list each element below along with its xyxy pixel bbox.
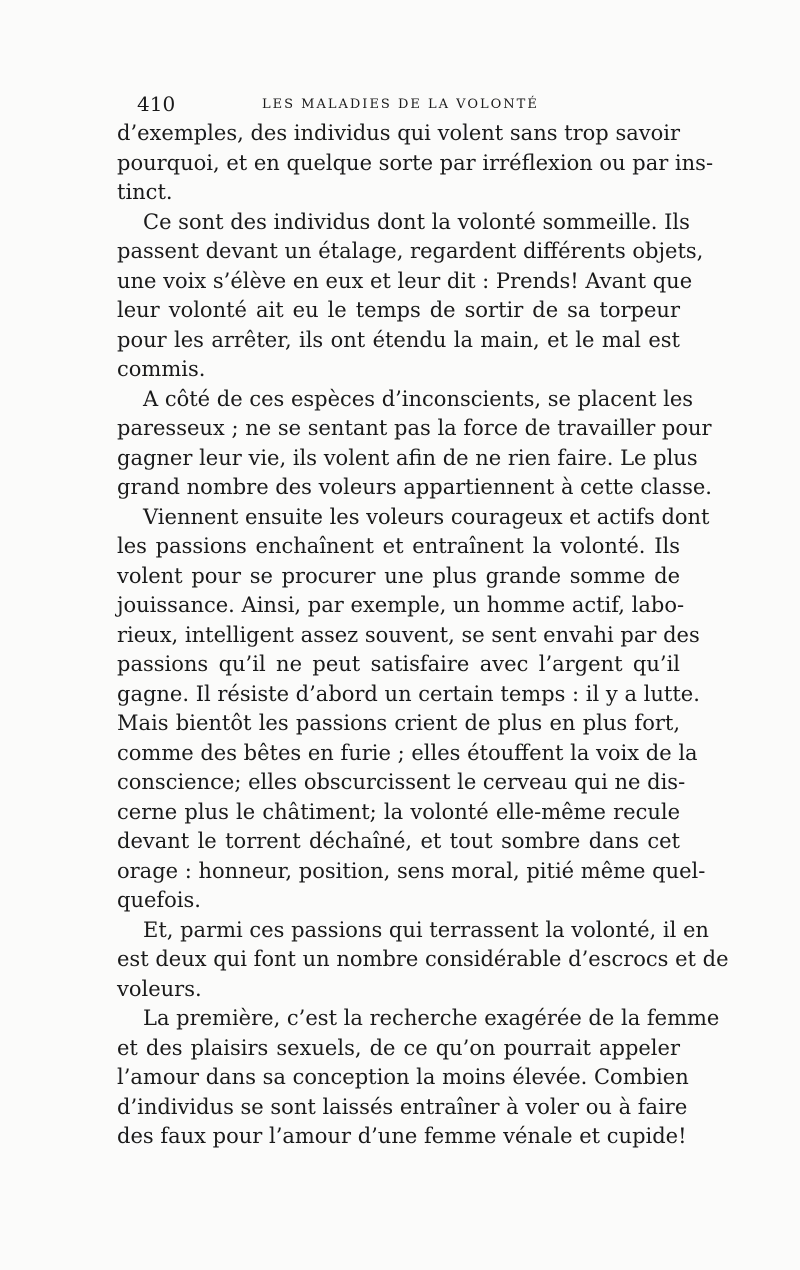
text-line: gagner leur vie, ils volent afin de ne rien faire. Le plus: [117, 445, 698, 470]
text-line: pourquoi, et en quelque sorte par irréflexion ou par ins-: [117, 150, 714, 175]
text-line: grand nombre des voleurs appartiennent à cette classe.: [117, 475, 712, 499]
text-line: les passions enchaînent et entraînent la volonté. Ils: [117, 534, 680, 558]
text-line: et des plaisirs sexuels, de ce qu’on pourrait appeler: [117, 1035, 680, 1060]
text-line: une voix s’élève en eux et leur dit : Prends! Avant que: [117, 268, 693, 293]
text-line: Viennent ensuite les voleurs courageux et actifs dont: [143, 504, 710, 529]
text-line: orage : honneur, position, sens moral, pitié même quel-: [117, 858, 706, 883]
text-line: tinct.: [117, 180, 173, 204]
body-text: [117, 119, 729, 1152]
text-line: conscience; elles obscurcissent le cerveau qui ne dis-: [117, 770, 686, 794]
text-line: paresseux ; ne se sentant pas la force de travailler pour: [117, 416, 712, 440]
text-line: pour les arrêter, ils ont étendu la main, et le mal est: [117, 327, 680, 352]
text-line: Mais bientôt les passions crient de plus en plus fort,: [117, 711, 680, 735]
text-line: devant le torrent déchaîné, et tout sombre dans cet: [117, 829, 680, 853]
text-line: passions qu’il ne peut satisfaire avec l’argent qu’il: [117, 652, 680, 676]
text-line: voleurs.: [117, 976, 202, 1001]
text-line: volent pour se procurer une plus grande somme de: [117, 563, 680, 588]
text-line: l’amour dans sa conception la moins élevée. Combien: [117, 1065, 689, 1089]
text-line: d’individus se sont laissés entraîner à voler ou à faire: [117, 1094, 688, 1119]
text-line: d’exemples, des individus qui volent sans trop savoir: [117, 121, 680, 145]
text-line: A côté de ces espèces d’inconscients, se placent les: [143, 386, 694, 411]
text-line: Et, parmi ces passions qui terrassent la volonté, il en: [143, 917, 709, 942]
text-line: passent devant un étalage, regardent différents objets,: [117, 239, 704, 263]
text-line: commis.: [117, 357, 206, 381]
text-line: jouissance. Ainsi, par exemple, un homme actif, labo-: [117, 593, 685, 617]
text-line: Ce sont des individus dont la volonté sommeille. Ils: [143, 209, 690, 234]
text-line: gagne. Il résiste d’abord un certain temps : il y a lutte.: [117, 681, 700, 706]
text-line: quefois.: [117, 888, 201, 912]
page-number: 410: [137, 92, 176, 116]
text-line: des faux pour l’amour d’une femme vénale et cupide!: [117, 1124, 687, 1148]
page-header: [137, 88, 682, 120]
text-line: cerne plus le châtiment; la volonté elle-même recule: [117, 799, 680, 824]
text-line: La première, c’est la recherche exagérée de la femme: [143, 1006, 720, 1030]
text-line: leur volonté ait eu le temps de sortir de sa torpeur: [117, 298, 680, 322]
text-line: comme des bêtes en furie ; elles étouffent la voix de la: [117, 740, 698, 765]
text-line: est deux qui font un nombre considérable d’escrocs et de: [117, 947, 729, 971]
running-title: LES MALADIES DE LA VOLONTÉ: [262, 97, 539, 112]
text-line: rieux, intelligent assez souvent, se sent envahi par des: [117, 622, 700, 647]
